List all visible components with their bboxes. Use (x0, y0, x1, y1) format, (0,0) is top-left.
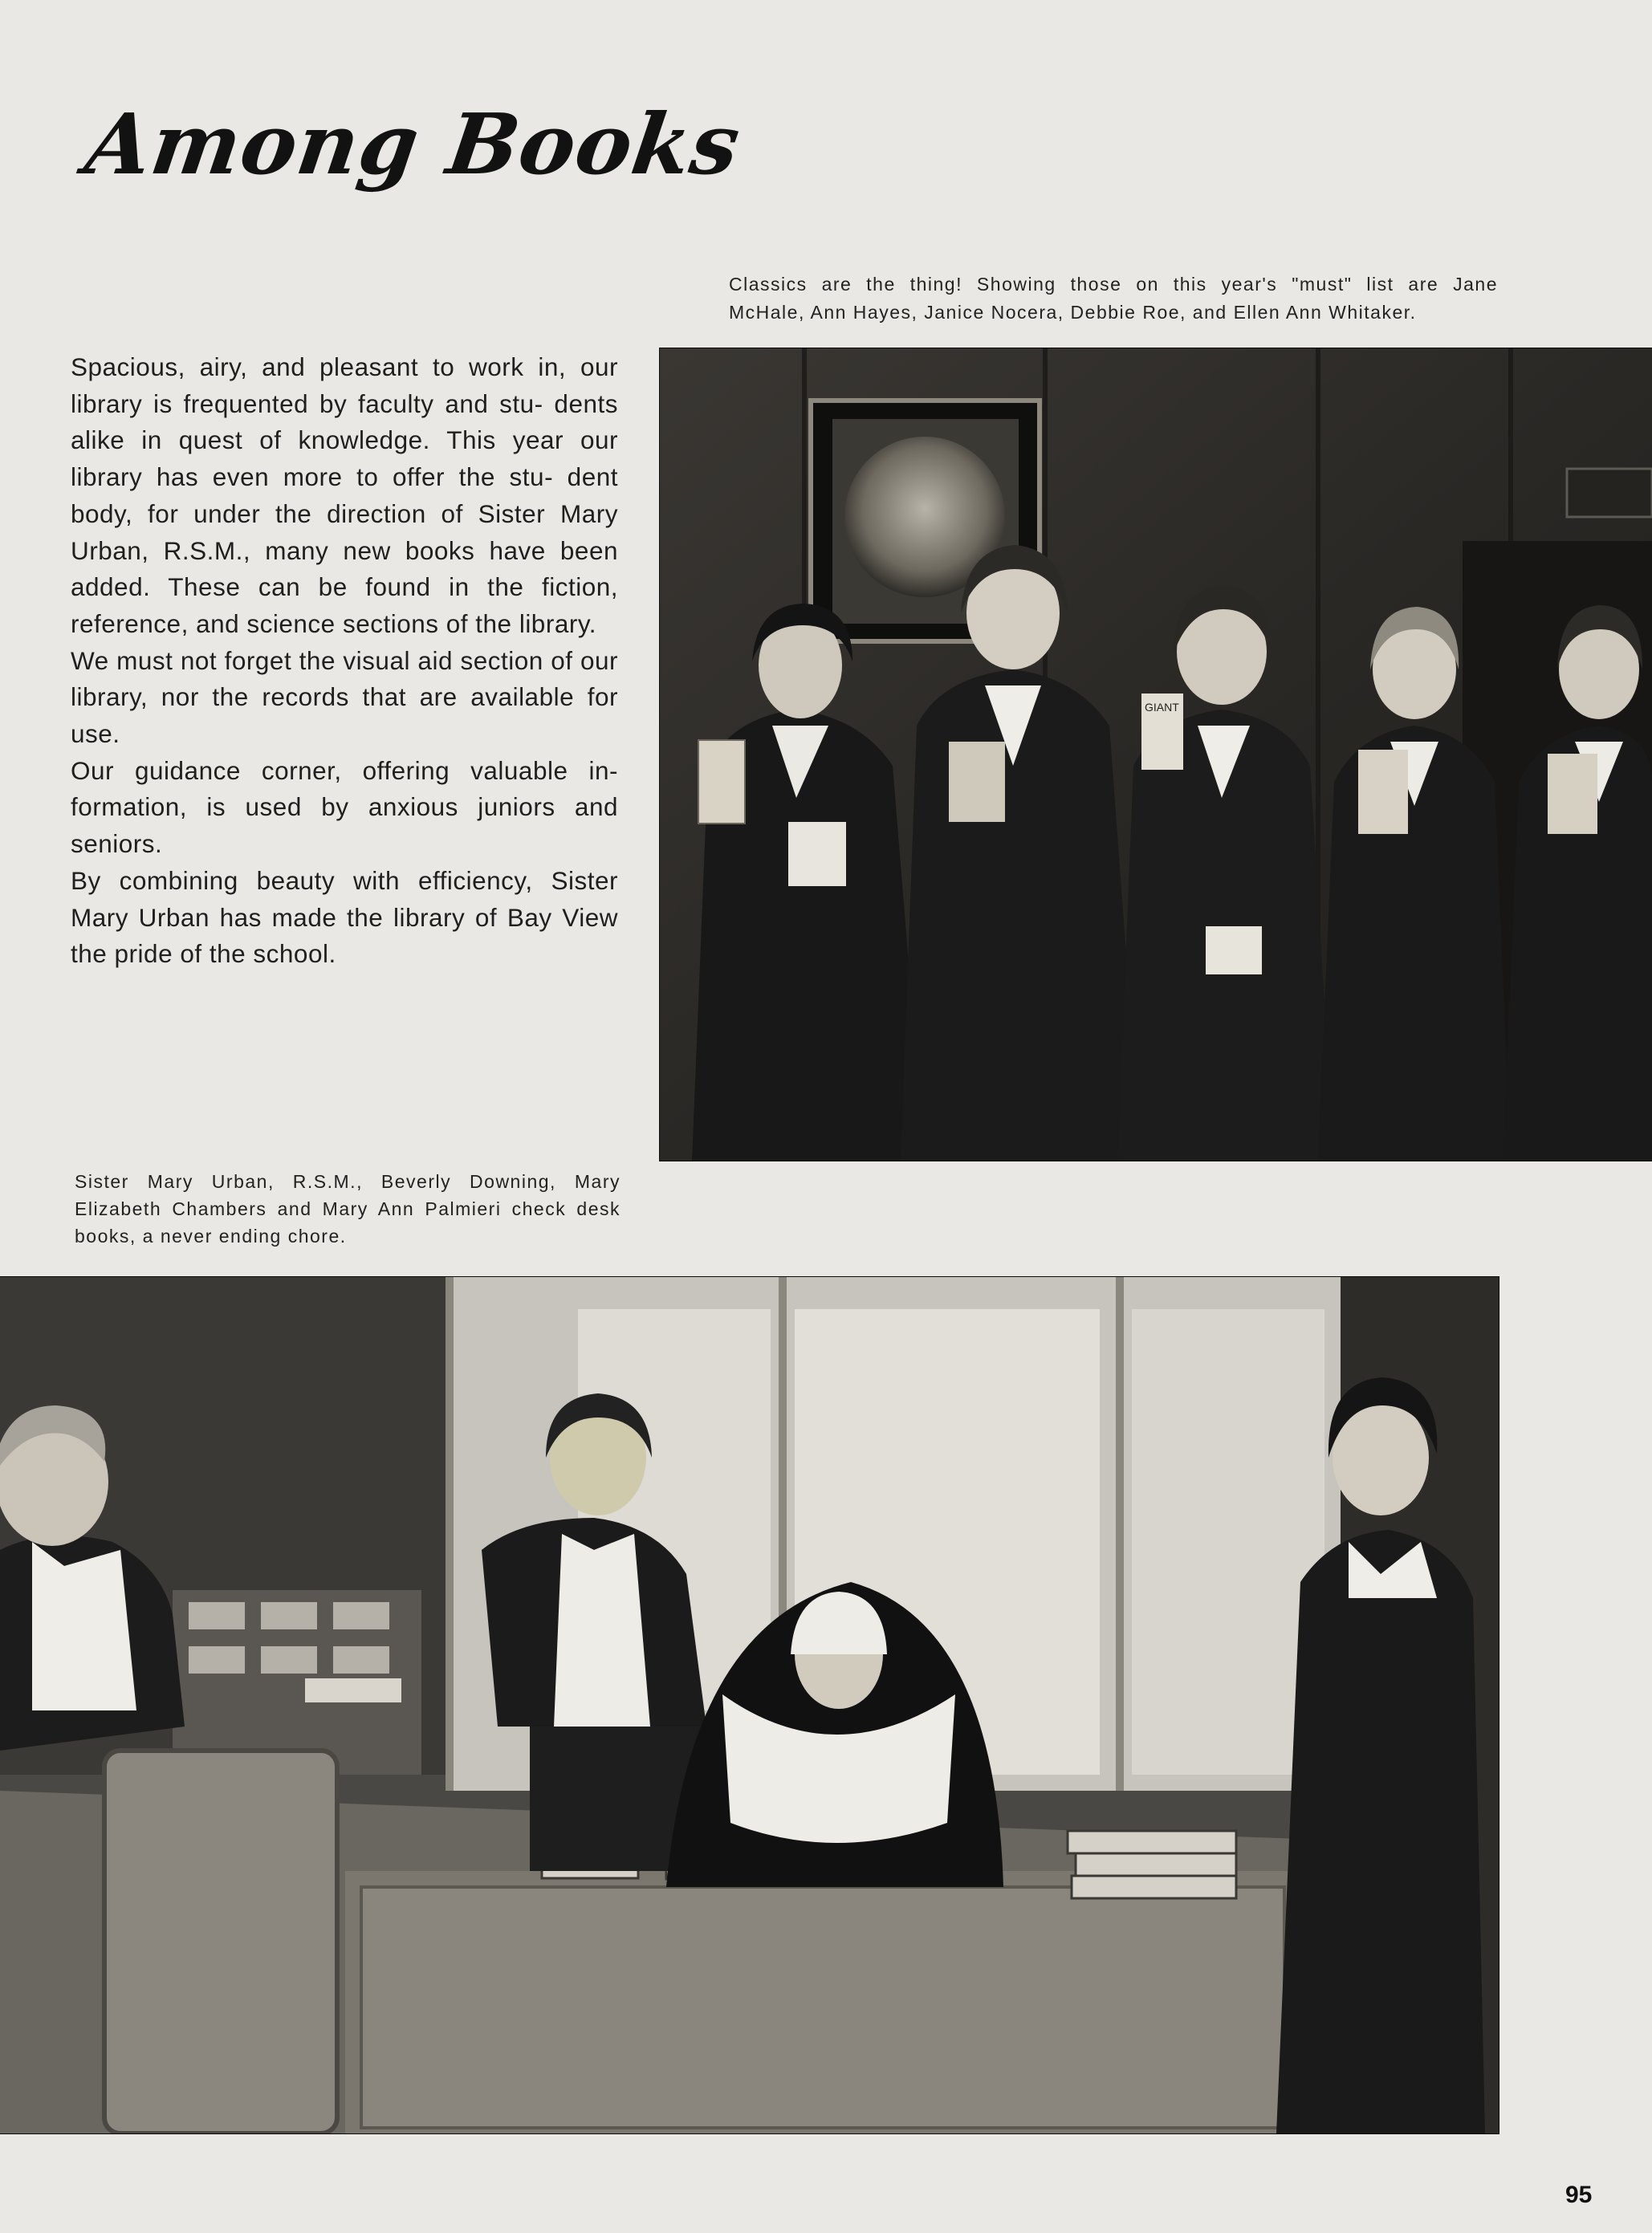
library-desk-photo (0, 1277, 1499, 2133)
body-paragraph: Our guidance corner, offering valuable in- formation, is used by anxious juniors and seniors. (71, 755, 618, 859)
body-paragraph: Spacious, airy, and pleasant to work in, our library is frequented by faculty and stu- dents alike in quest of knowledge. This year our library has even more to offer the stu- dent body, for under the direction of Sister Mary Urban, R.S.M., many new books have been added. These can be found in the fiction, reference, and science sections of the library. (71, 352, 618, 638)
page-number: 95 (1565, 2182, 1593, 2208)
caption-line: McHale, Ann Hayes, Janice Nocera, Debbie Roe, and Ellen Ann Whitaker. (729, 302, 1417, 323)
book-cover-title: GIANT (1145, 701, 1179, 714)
caption-text: Sister Mary Urban, R.S.M., Beverly Downing, Mary Elizabeth Chambers and Mary Ann Palmieri check desk books, a never ending chore. (75, 1171, 621, 1247)
bottom-photo-caption (75, 1168, 621, 1250)
page-title: Among Books (79, 95, 747, 193)
body-paragraph: By combining beauty with efficiency, Sister Mary Urban has made the library of Bay View the pride of the school. (71, 865, 618, 969)
article-body (71, 349, 618, 973)
students-with-books-photo (660, 348, 1652, 1161)
top-photo-caption (729, 270, 1498, 327)
body-paragraph: We must not forget the visual aid section of our library, nor the records that are available for use. (71, 645, 618, 749)
caption-line: Classics are the thing! Showing those on this year's "must" list are Jane (729, 274, 1498, 295)
